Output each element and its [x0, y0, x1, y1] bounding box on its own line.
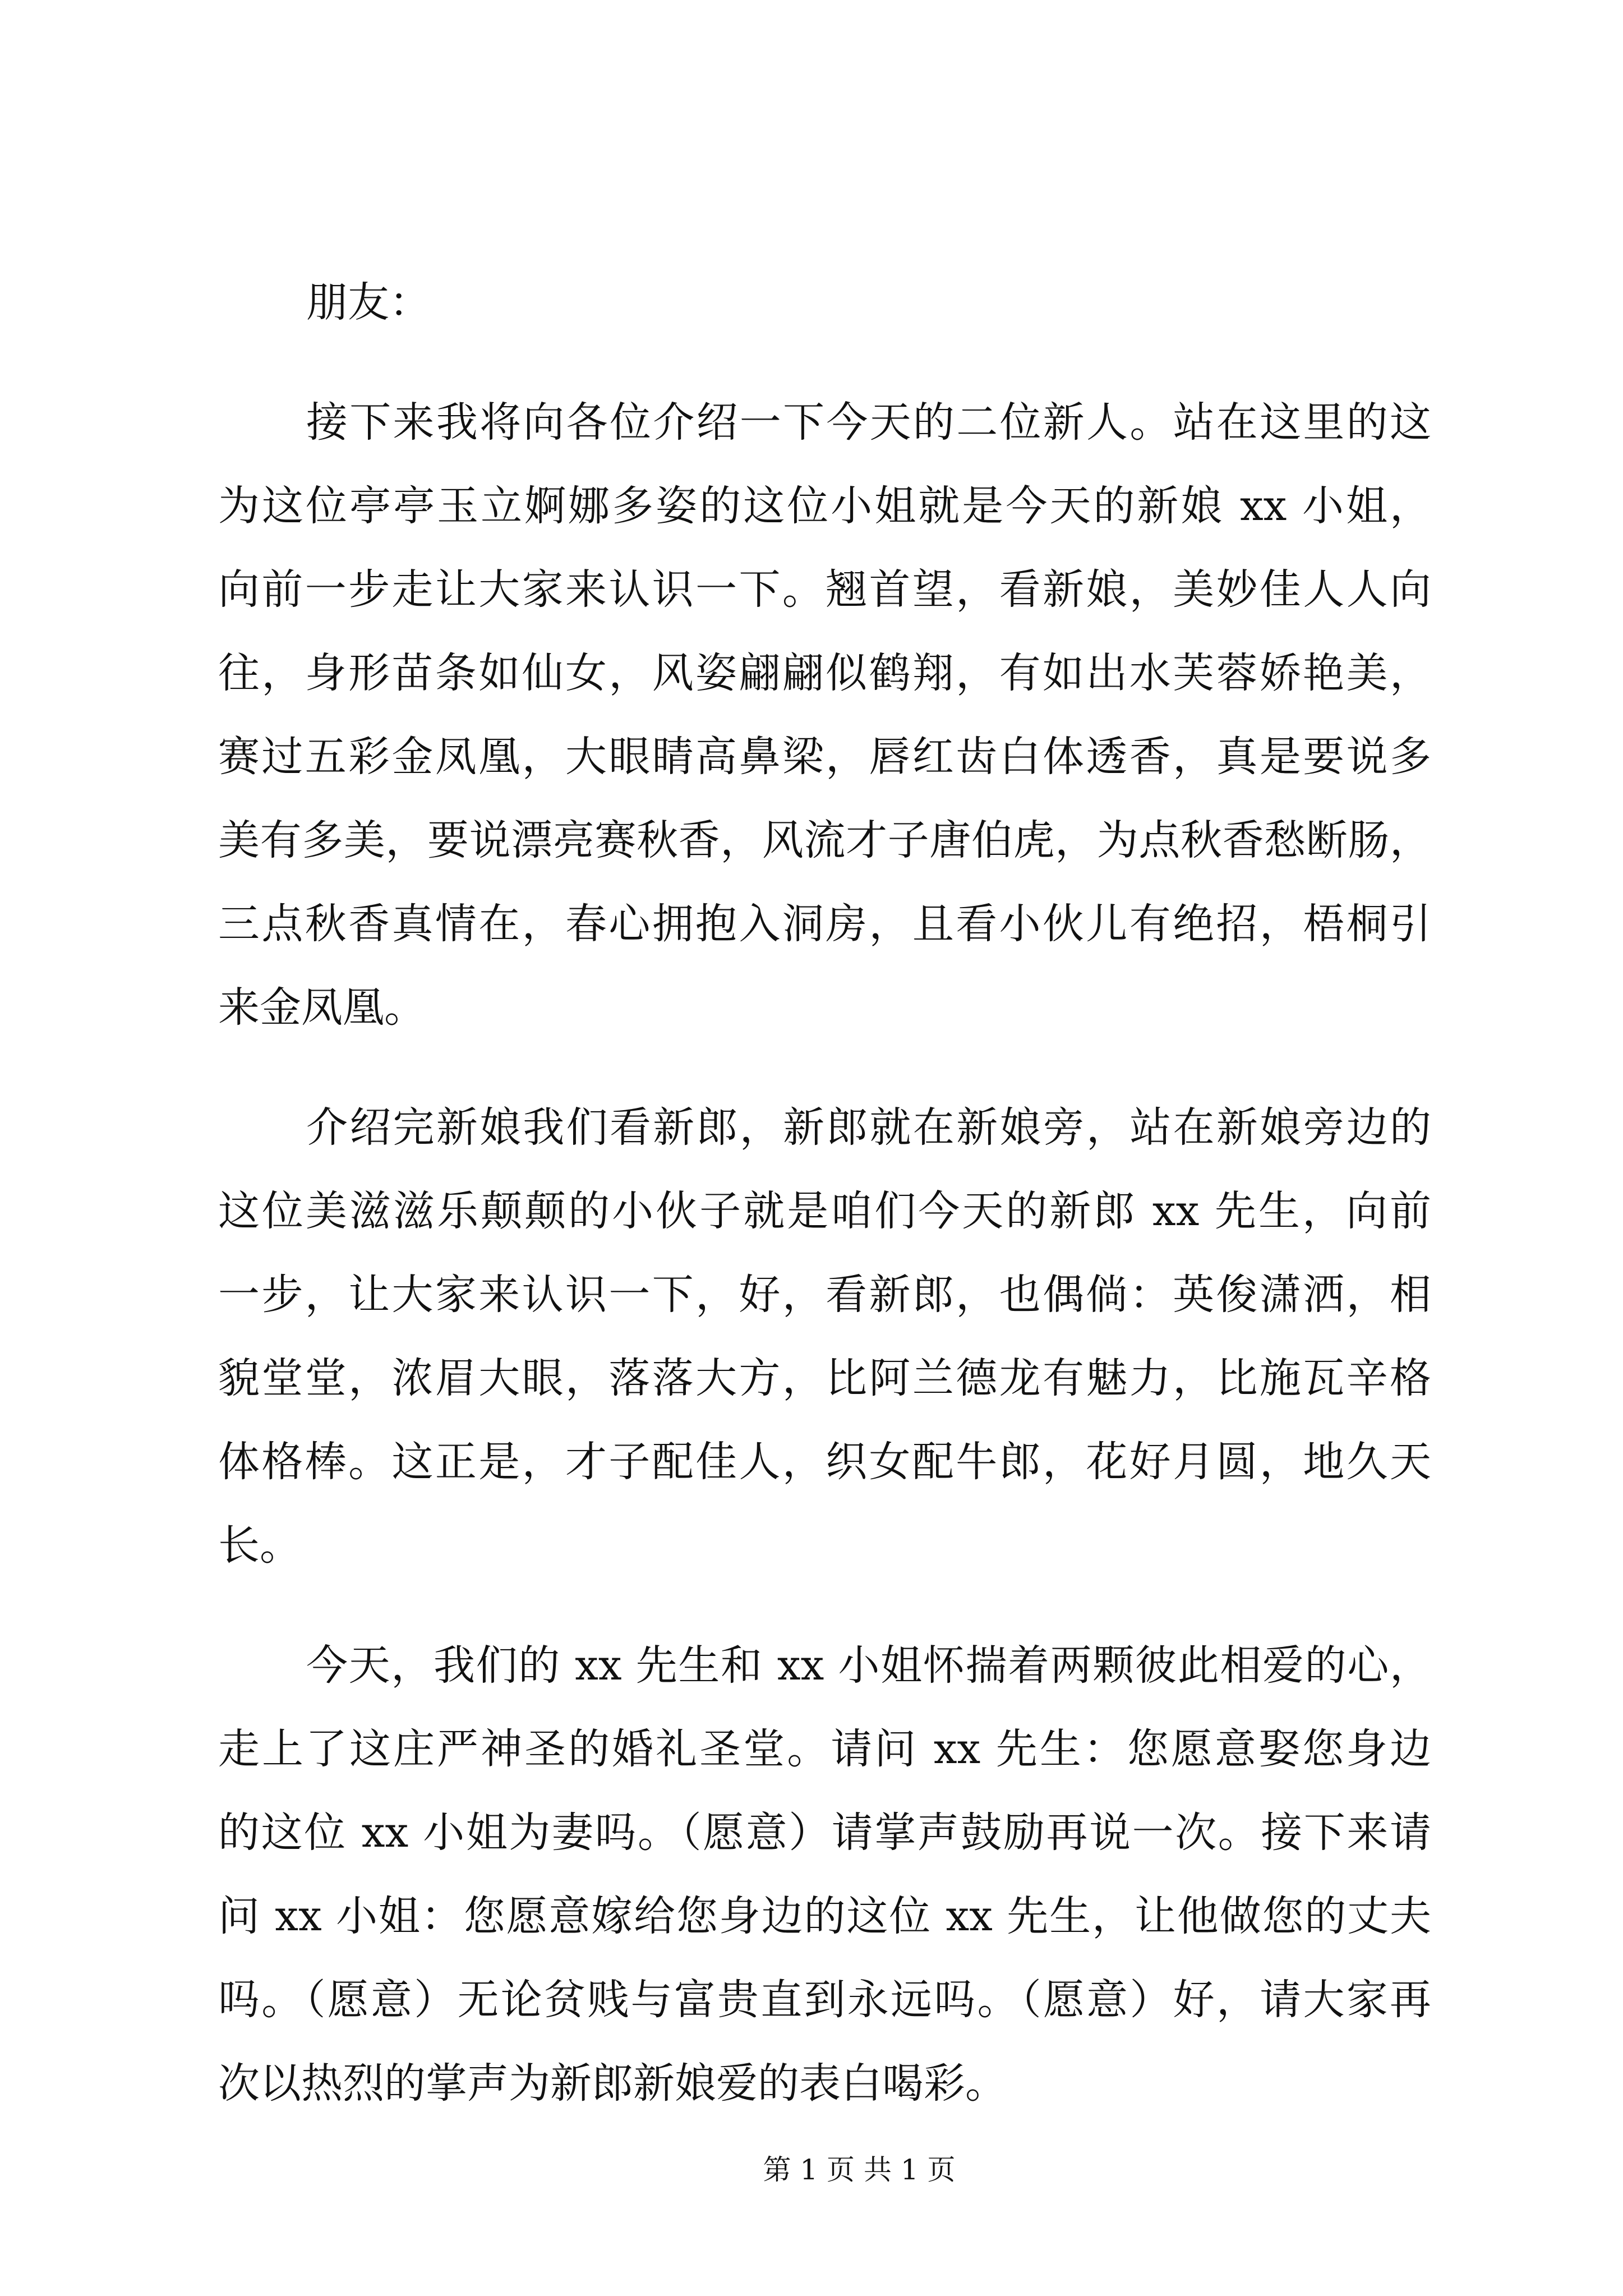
paragraph-bride-intro — [218, 381, 1431, 1050]
text-line: 美有多美，要说漂亮赛秋香，风流才子唐伯虎，为点秋香愁断肠， — [218, 816, 1431, 864]
text-line: 向前一步走让大家来认识一下。翘首望，看新娘，美妙佳人人向 — [218, 565, 1431, 614]
text-line: 貌堂堂，浓眉大眼，落落大方，比阿兰德龙有魅力，比施瓦辛格 — [218, 1354, 1431, 1402]
paragraph-vows — [218, 1624, 1431, 2125]
text-line: 问 xx 小姐：您愿意嫁给您身边的这位 xx 先生，让他做您的丈夫 — [218, 1892, 1431, 1940]
paragraph-groom-intro — [218, 1086, 1431, 1588]
text-line: 介绍完新娘我们看新郎，新郎就在新娘旁，站在新娘旁边的 — [306, 1103, 1431, 1152]
text-line: 赛过五彩金凤凰，大眼睛高鼻梁，唇红齿白体透香，真是要说多 — [218, 733, 1431, 781]
text-line: 的这位 xx 小姐为妻吗。（愿意）请掌声鼓励再说一次。接下来请 — [218, 1809, 1431, 1857]
page-footer: 第 1 页 共 1 页 — [763, 2154, 956, 2186]
text-line: 一步，让大家来认识一下，好，看新郎，也偶倘：英俊潇洒，相 — [218, 1271, 1431, 1319]
text-line: 来金凤凰。 — [218, 983, 426, 1032]
text-line: 吗。（愿意）无论贫贱与富贵直到永远吗。（愿意）好，请大家再 — [218, 1976, 1431, 2024]
text-line: 往，身形苗条如仙女，风姿翩翩似鹤翔，有如出水芙蓉娇艳美， — [218, 649, 1431, 697]
text-line: 朋友： — [306, 278, 431, 326]
text-line: 这位美滋滋乐颠颠的小伙子就是咱们今天的新郎 xx 先生，向前 — [218, 1187, 1431, 1235]
paragraph-greeting — [218, 261, 1431, 344]
text-line: 今天，我们的 xx 先生和 xx 小姐怀揣着两颗彼此相爱的心， — [306, 1641, 1431, 1690]
text-line: 走上了这庄严神圣的婚礼圣堂。请问 xx 先生：您愿意娶您身边 — [218, 1725, 1431, 1773]
document-body — [218, 261, 1431, 2125]
text-line: 接下来我将向各位介绍一下今天的二位新人。站在这里的这 — [306, 398, 1431, 447]
text-line: 为这位亭亭玉立婀娜多姿的这位小姐就是今天的新娘 xx 小姐， — [218, 482, 1431, 530]
text-line: 次以热烈的掌声为新郎新娘爱的表白喝彩。 — [218, 2059, 1007, 2108]
text-line: 长。 — [218, 1521, 301, 1570]
text-line: 体格棒。这正是，才子配佳人，织女配牛郎，花好月圆，地久天 — [218, 1438, 1431, 1486]
text-line: 三点秋香真情在，春心拥抱入洞房，且看小伙儿有绝招，梧桐引 — [218, 900, 1431, 948]
